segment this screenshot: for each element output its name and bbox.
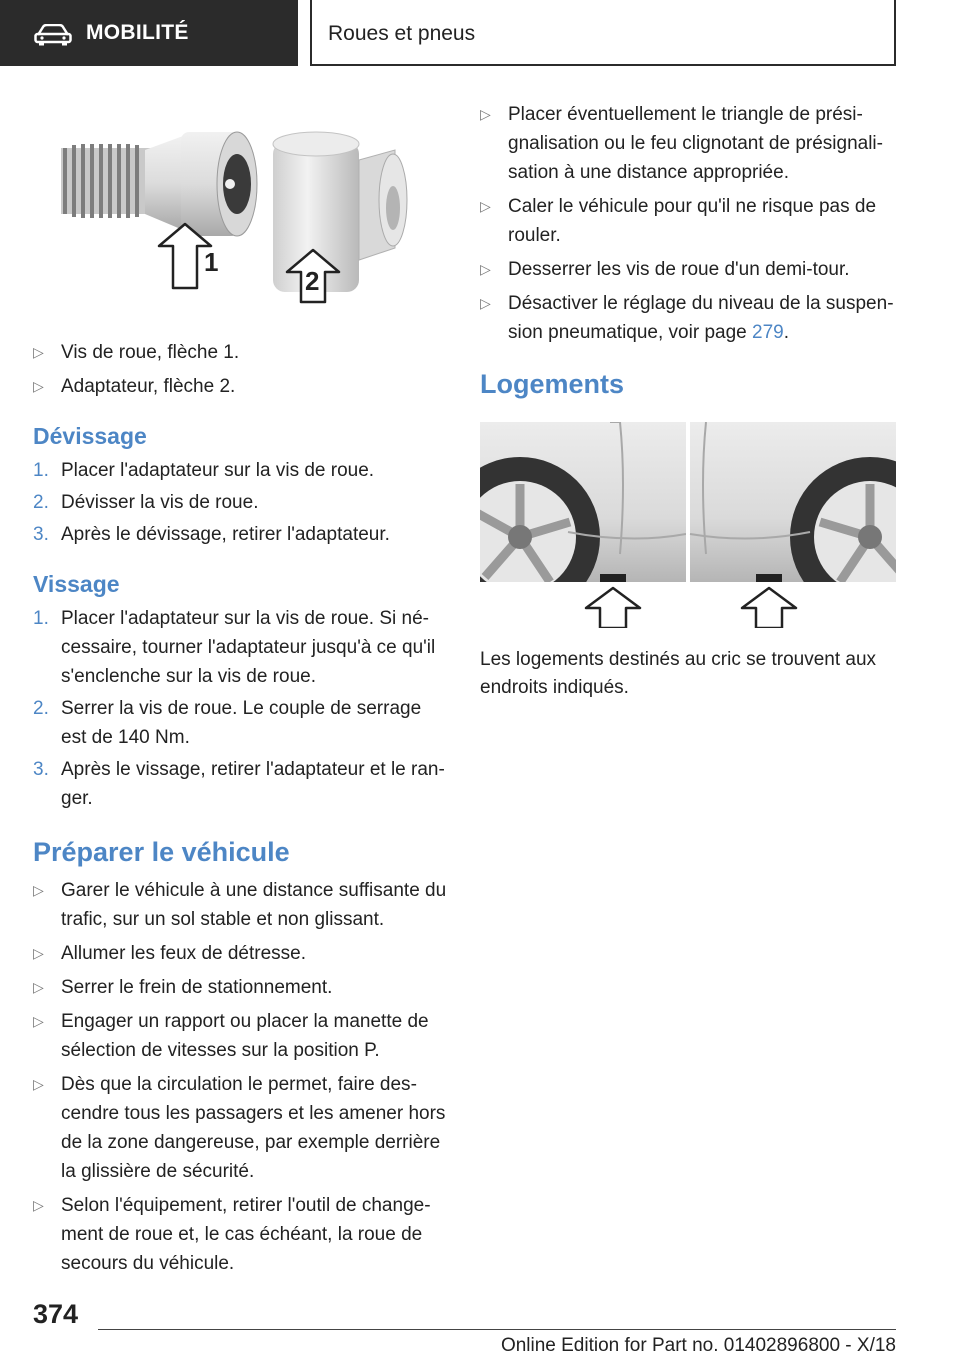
wheel-bolt-adapter-figure xyxy=(33,120,448,310)
right-column xyxy=(480,100,896,702)
bolt-thread xyxy=(61,144,153,218)
triangle-bullet-icon: ▷ xyxy=(33,344,44,360)
list-item: 2. Dévisser la vis de roue. xyxy=(33,492,259,513)
triangle-bullet-icon: ▷ xyxy=(33,1197,44,1213)
logements-description: Les logements destinés au cric se trouvent aux endroits indiqués. xyxy=(480,649,877,698)
list-item: ▷ Garer le véhicule à une distance suffisante du trafic, sur un sol stable et non glissant. xyxy=(33,876,448,934)
section-header xyxy=(310,0,896,66)
left-column xyxy=(33,120,448,1283)
jack-points-illustration xyxy=(480,422,896,628)
list-item: ▷ Allumer les feux de détresse. xyxy=(33,939,448,968)
wheel-bolt-adapter-illustration xyxy=(33,120,448,310)
edition-text: Online Edition for Part no. 01402896800 - X/18 xyxy=(500,1335,896,1356)
preparer-list-left xyxy=(33,876,448,1278)
heading-preparer-vehicule: Préparer le véhicule xyxy=(33,837,290,867)
vissage-steps xyxy=(33,604,448,813)
triangle-bullet-icon: ▷ xyxy=(33,882,44,898)
triangle-bullet-icon: ▷ xyxy=(33,1076,44,1092)
triangle-bullet-icon: ▷ xyxy=(33,1013,44,1029)
list-item: 3. Après le vissage, retirer l'adaptateur et le ranger. xyxy=(33,759,445,809)
chapter-tab-label: MOBILITÉ xyxy=(86,21,189,44)
triangle-bullet-icon: ▷ xyxy=(480,198,491,214)
list-item: ▷ Desserrer les vis de roue d'un demi-tour. xyxy=(480,255,896,284)
triangle-bullet-icon: ▷ xyxy=(480,261,491,277)
list-item: 2. Serrer la vis de roue. Le couple de serrage est de 140 Nm. xyxy=(33,698,422,748)
arrow-1-label: 1 xyxy=(204,247,219,277)
page-number: 374 xyxy=(33,1299,79,1329)
heading-devissage: Dévissage xyxy=(33,423,147,449)
arrow-2-label: 2 xyxy=(305,266,320,296)
triangle-bullet-icon: ▷ xyxy=(33,979,44,995)
list-item: ▷ Adaptateur, flèche 2. xyxy=(33,372,448,401)
page-reference-link[interactable]: 279 xyxy=(752,322,784,343)
list-item: 1. Placer l'adaptateur sur la vis de roue. xyxy=(33,460,375,481)
list-item: ▷ Selon l'équipement, retirer l'outil de changement de roue et, le cas échéant, la roue de secours du véhicule. xyxy=(33,1191,448,1278)
triangle-bullet-icon: ▷ xyxy=(33,378,44,394)
triangle-bullet-icon: ▷ xyxy=(33,945,44,961)
devissage-steps xyxy=(33,456,448,549)
list-item: 1. Placer l'adaptateur sur la vis de roue. Si nécessaire, tourner l'adaptateur jusqu'à ce qu'il s'enclenche sur la vis de roue. xyxy=(33,608,436,687)
section-header-label: Roues et pneus xyxy=(328,22,476,45)
heading-vissage: Vissage xyxy=(33,571,120,597)
list-item: ▷ Placer éventuellement le triangle de présignalisation ou le feu clignotant de présignalisation à une distance appropriée. xyxy=(480,100,896,187)
figure-legend-list xyxy=(33,338,448,401)
triangle-bullet-icon: ▷ xyxy=(480,295,491,311)
chapter-tab[interactable] xyxy=(0,0,298,66)
page-header xyxy=(0,0,960,66)
list-item: 3. Après le dévissage, retirer l'adaptateur. xyxy=(33,524,390,545)
list-item: ▷ Désactiver le réglage du niveau de la suspension pneumatique, voir page 279. xyxy=(480,289,896,347)
list-item: ▷ Vis de roue, flèche 1. xyxy=(33,338,448,367)
car-icon xyxy=(34,24,72,46)
footer-divider xyxy=(98,1329,896,1330)
list-item: ▷ Serrer le frein de stationnement. xyxy=(33,973,448,1002)
triangle-bullet-icon: ▷ xyxy=(480,106,491,122)
list-item: ▷ Caler le véhicule pour qu'il ne risque pas de rouler. xyxy=(480,192,896,250)
heading-logements: Logements xyxy=(480,369,625,399)
jack-points-figure xyxy=(480,422,896,628)
list-item: ▷ Dès que la circulation le permet, faire descendre tous les passagers et les amener hors de la zone dangereuse, par exemple derrière la glissière de sécurité. xyxy=(33,1070,448,1186)
list-item: ▷ Engager un rapport ou placer la manette de sélection de vitesses sur la position P. xyxy=(33,1007,448,1065)
preparer-list-right xyxy=(480,100,896,347)
